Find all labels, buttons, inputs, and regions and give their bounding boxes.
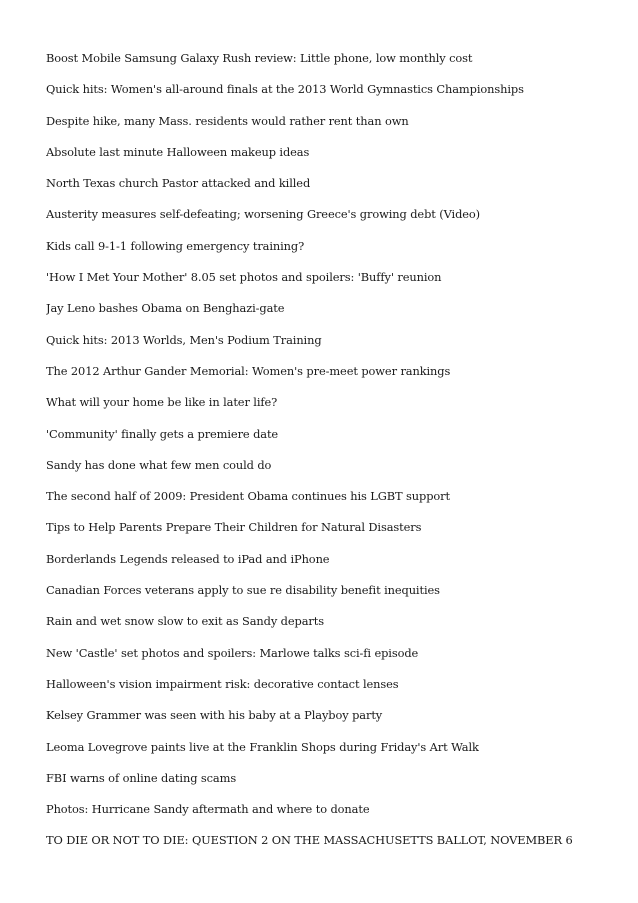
headline-item: TO DIE OR NOT TO DIE: QUESTION 2 ON THE MASSACHUSETTS BALLOT, NOVEMBER 6 xyxy=(46,833,573,848)
headline-item: Leoma Lovegrove paints live at the Franklin Shops during Friday's Art Walk xyxy=(46,739,479,754)
headline-item: New 'Castle' set photos and spoilers: Marlowe talks sci-fi episode xyxy=(46,645,419,660)
headline-list xyxy=(46,49,626,863)
headline-item: 'Community' finally gets a premiere date xyxy=(46,426,279,441)
headline-item: Despite hike, many Mass. residents would rather rent than own xyxy=(46,113,409,128)
headline-item: Canadian Forces veterans apply to sue re disability benefit inequities xyxy=(46,583,440,598)
headline-item: Jay Leno bashes Obama on Benghazi-gate xyxy=(46,301,285,316)
headline-item: Rain and wet snow slow to exit as Sandy departs xyxy=(46,614,324,629)
headline-item: Halloween's vision impairment risk: decorative contact lenses xyxy=(46,676,399,691)
headline-item: Austerity measures self-defeating; worsening Greece's growing debt (Video) xyxy=(46,207,481,222)
headline-item: Tips to Help Parents Prepare Their Children for Natural Disasters xyxy=(46,520,422,535)
headline-item: What will your home be like in later life? xyxy=(46,395,278,410)
headline-item: Borderlands Legends released to iPad and iPhone xyxy=(46,551,330,566)
headline-item: Kelsey Grammer was seen with his baby at a Playboy party xyxy=(46,708,383,723)
headline-item: Quick hits: 2013 Worlds, Men's Podium Training xyxy=(46,332,322,347)
headline-item: The 2012 Arthur Gander Memorial: Women's pre-meet power rankings xyxy=(46,363,451,378)
headline-item: The second half of 2009: President Obama continues his LGBT support xyxy=(46,489,450,504)
headline-item: 'How I Met Your Mother' 8.05 set photos and spoilers: 'Buffy' reunion xyxy=(46,270,442,285)
headline-item: Absolute last minute Halloween makeup ideas xyxy=(46,144,310,159)
headline-item: North Texas church Pastor attacked and killed xyxy=(46,176,311,191)
headline-item: Photos: Hurricane Sandy aftermath and where to donate xyxy=(46,802,370,817)
headline-item: Sandy has done what few men could do xyxy=(46,457,272,472)
headline-item: Quick hits: Women's all-around finals at the 2013 World Gymnastics Championships xyxy=(46,82,524,97)
headline-item: Kids call 9-1-1 following emergency training? xyxy=(46,238,305,253)
headline-item: FBI warns of online dating scams xyxy=(46,770,237,785)
headline-item: Boost Mobile Samsung Galaxy Rush review: Little phone, low monthly cost xyxy=(46,51,473,65)
